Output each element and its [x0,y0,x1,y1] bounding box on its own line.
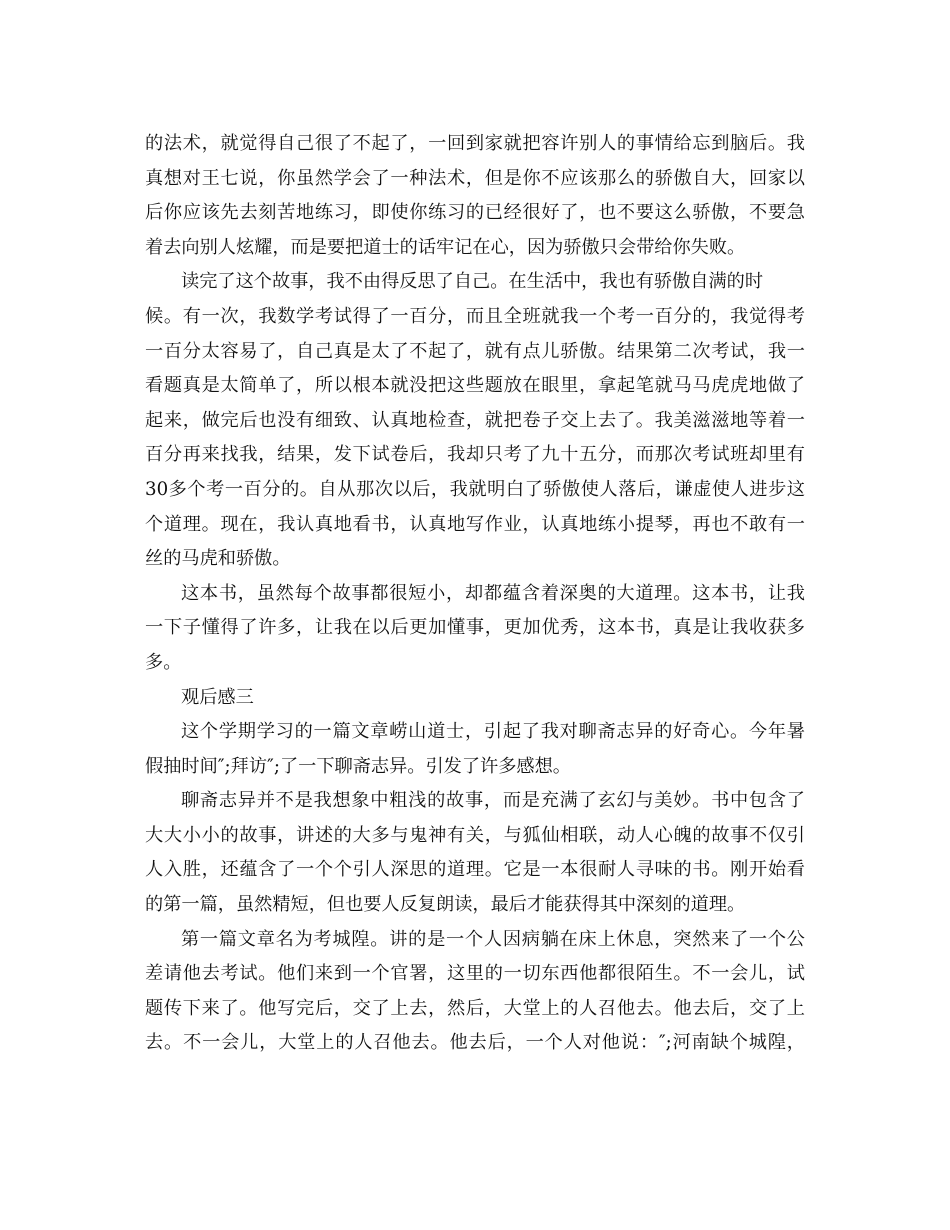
text-line: 聊斋志异并不是我想象中粗浅的故事，而是充满了玄幻与美妙。书中包含了 [181,790,805,812]
text-line: 候。有一次，我数学考试得了一百分，而且全班就我一个考一百分的，我觉得考 [145,305,805,327]
text-line: 丝的马虎和骄傲。 [145,548,291,570]
text-line: 的法术，就觉得自己很了不起了，一回到家就把容许别人的事情给忘到脑后。我 [145,133,805,154]
text-line: 30多个考一百分的。自从那次以后，我就明白了骄傲使人落后，谦虚使人进步这 [145,478,805,500]
text-line: 起来，做完后也没有细致、认真地检查，就把卷子交上去了。我美滋滋地等着一 [145,409,805,431]
text-line: 题传下来了。他写完后，交了上去，然后，大堂上的人召他去。他去后，交了上 [145,997,805,1019]
text-line: 后你应该先去刻苦地练习，即使你练习的已经很好了，也不要这么骄傲，不要急 [145,202,805,224]
text-line: 第一篇文章名为考城隍。讲的是一个人因病躺在床上休息，突然来了一个公 [181,928,805,950]
text-line: 人入胜，还蕴含了一个个引人深思的道理。它是一本很耐人寻味的书。刚开始看 [145,859,805,881]
text-line: 看题真是太简单了，所以根本就没把这些题放在眼里，拿起笔就马马虎虎地做了 [145,375,805,397]
text-line: 百分再来找我，结果，发下试卷后，我却只考了九十五分，而那次考试班却里有 [145,444,805,466]
text-line: 多。 [145,651,182,673]
text-line: 的第一篇，虽然精短，但也要人反复朗读，最后才能获得其中深刻的道理。 [145,894,746,916]
text-line: 读完了这个故事，我不由得反思了自己。在生活中，我也有骄傲自满的时 [181,271,764,293]
text-line: 大大小小的故事，讲述的大多与鬼神有关，与狐仙相联，动人心魄的故事不仅引 [145,824,805,846]
text-line: 假抽时间″;拜访″;了一下聊斋志异。引发了许多感想。 [145,755,571,777]
text-line: 这个学期学习的一篇文章崂山道士，引起了我对聊斋志异的好奇心。今年暑 [181,721,805,743]
text-line: 去。不一会儿，大堂上的人召他去。他去后，一个人对他说：″;河南缺个城隍， [145,1032,805,1054]
text-line: 一下子懂得了许多，让我在以后更加懂事，更加优秀，这本书，真是让我收获多 [145,617,805,639]
text-line: 着去向别人炫耀，而是要把道士的话牢记在心，因为骄傲只会带给你失败。 [145,236,746,258]
text-line: 个道理。现在，我认真地看书，认真地写作业，认真地练小提琴，再也不敢有一 [145,513,805,535]
text-line: 观后感三 [181,686,254,708]
text-line: 真想对王七说，你虽然学会了一种法术，但是你不应该那么的骄傲自大，回家以 [145,167,805,189]
text-line: 差请他去考试。他们来到一个官署，这里的一切东西他都很陌生。不一会儿，试 [145,963,805,985]
text-line: 一百分太容易了，自己真是太了不起了，就有点儿骄傲。结果第二次考试，我一 [145,340,805,362]
text-line: 这本书，虽然每个故事都很短小，却都蕴含着深奥的大道理。这本书，让我 [181,582,805,604]
document-body [145,127,805,1061]
